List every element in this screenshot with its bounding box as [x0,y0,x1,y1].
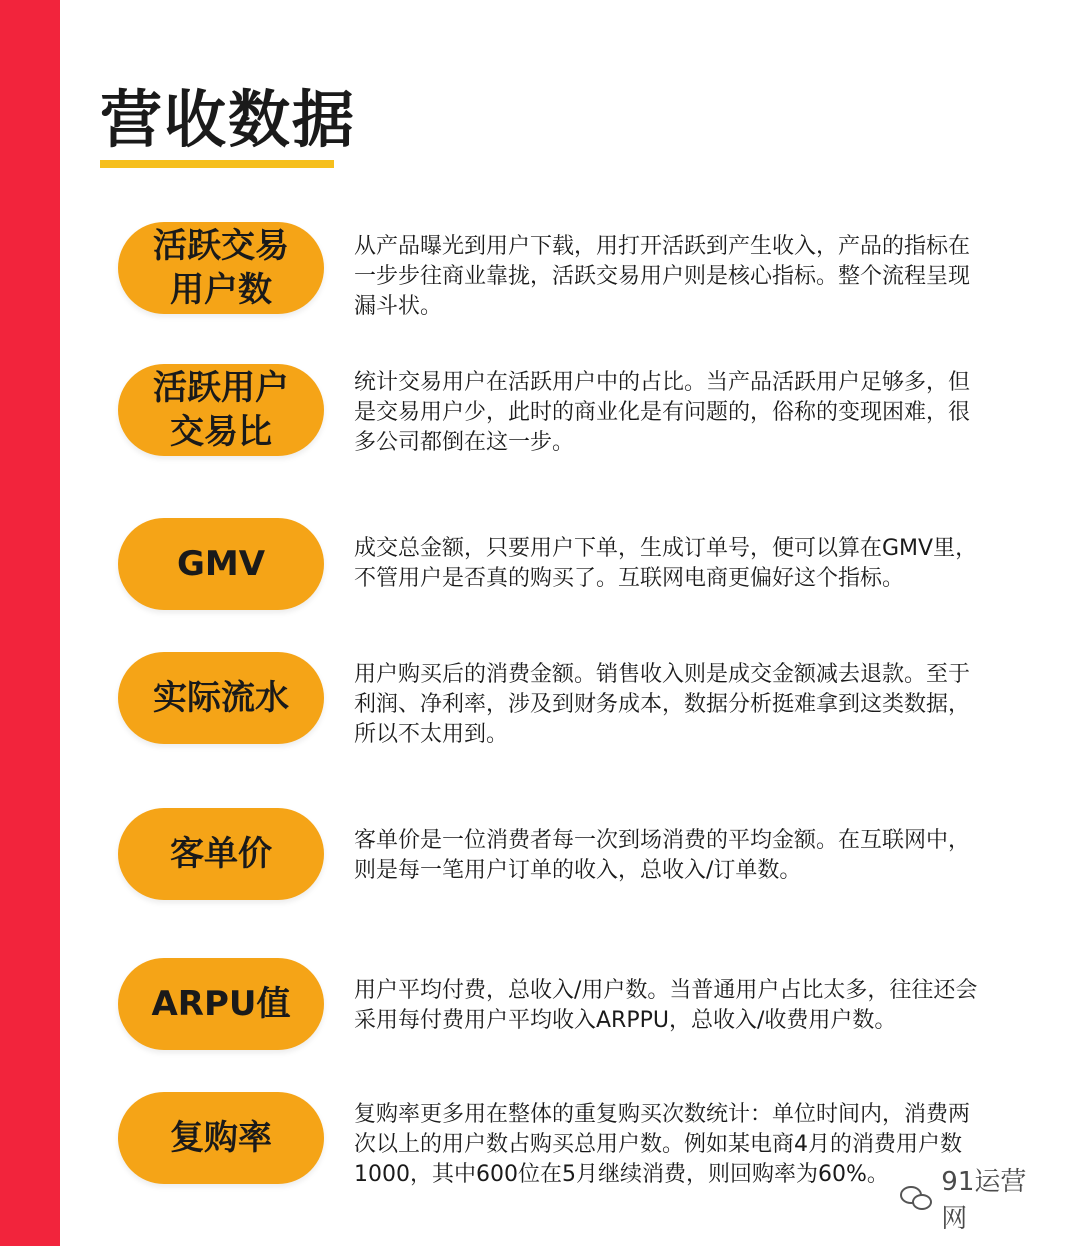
description-line: 是交易用户少，此时的商业化是有问题的，俗称的变现困难，很 [354,400,971,425]
pill-label-line: 交易比 [170,412,272,452]
metric-description [354,534,1050,594]
metric-label-pill [118,808,324,900]
metric-label-pill [118,518,324,610]
page-title: 营收数据 [100,83,357,156]
pill-label-line: ARPU值 [151,984,291,1024]
description-line: 不管用户是否真的购买了。互联网电商更偏好这个指标。 [354,566,905,591]
pill-label-line: 用户数 [170,270,272,310]
metric-label-pill [118,1092,324,1184]
metric-description [354,826,1050,886]
description-line: 一步步往商业靠拢，活跃交易用户则是核心指标。整个流程呈现 [354,264,971,289]
title-block [100,84,356,156]
description-line: 成交总金额，只要用户下单，生成订单号，便可以算在GMV里， [354,536,978,561]
description-line: 次以上的用户数占购买总用户数。例如某电商4月的消费用户数 [354,1132,962,1157]
metric-label-pill [118,222,324,314]
description-line: 多公司都倒在这一步。 [354,430,575,455]
description-line: 用户平均付费，总收入/用户数。当普通用户占比太多，往往还会 [354,978,978,1003]
description-line: 复购率更多用在整体的重复购买次数统计：单位时间内，消费两 [354,1102,971,1127]
description-line: 1000，其中600位在5月继续消费，则回购率为60%。 [354,1162,889,1187]
description-line: 客单价是一位消费者每一次到场消费的平均金额。在互联网中， [354,828,971,853]
description-line: 则是每一笔用户订单的收入，总收入/订单数。 [354,858,802,883]
metric-label-pill [118,652,324,744]
metric-description [354,232,1050,322]
watermark-text: 91运营网 [941,1167,1027,1234]
description-line: 所以不太用到。 [354,722,509,747]
pill-label-line: 活跃用户 [153,368,289,408]
description-line: 从产品曝光到用户下载，用打开活跃到产生收入，产品的指标在 [354,234,971,259]
pill-label-line: 复购率 [170,1118,272,1158]
watermark [900,1167,1050,1234]
title-underline [100,160,334,168]
pill-label-line: 活跃交易 [153,226,289,266]
left-red-bar [0,0,60,1246]
description-line: 利润、净利率，涉及到财务成本，数据分析挺难拿到这类数据， [354,692,971,717]
metric-description [354,976,1050,1036]
pill-label-line: 实际流水 [153,678,289,718]
pill-label-line: 客单价 [170,834,272,874]
description-line: 漏斗状。 [354,294,443,319]
description-line: 统计交易用户在活跃用户中的占比。当产品活跃用户足够多，但 [354,370,971,395]
description-line: 采用每付费用户平均收入ARPPU，总收入/收费用户数。 [354,1008,897,1033]
pill-label-line: GMV [176,544,266,584]
wechat-icon [900,1184,933,1212]
metric-description [354,660,1050,750]
metric-label-pill [118,364,324,456]
description-line: 用户购买后的消费金额。销售收入则是成交金额减去退款。至于 [354,662,971,687]
metric-label-pill [118,958,324,1050]
metric-description [354,368,1050,458]
